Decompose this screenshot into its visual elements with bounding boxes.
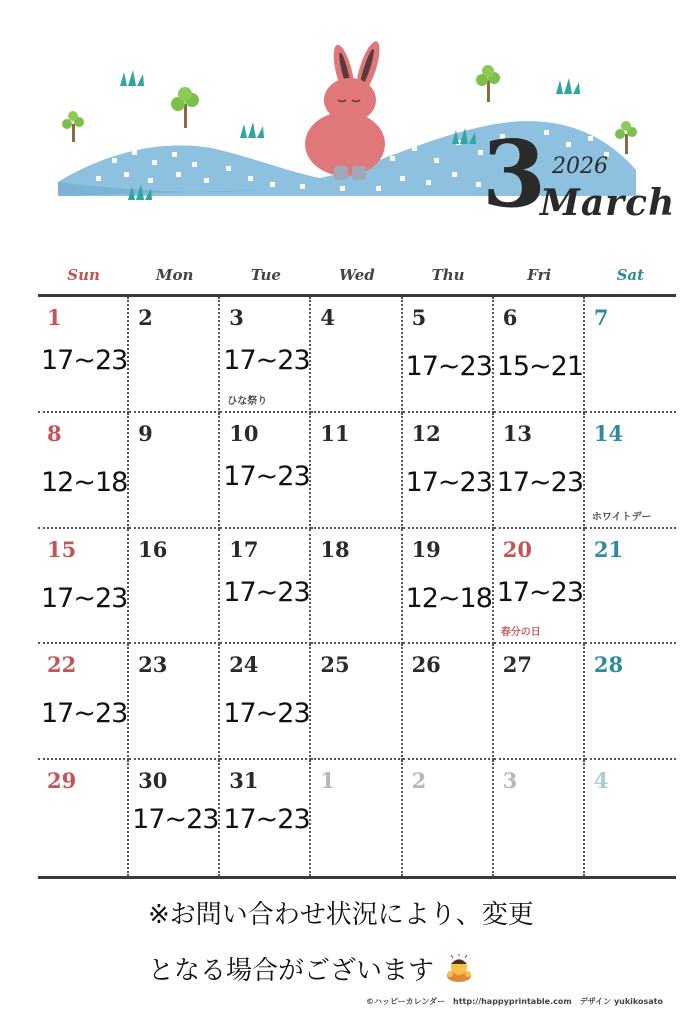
day-number: 7 bbox=[593, 305, 609, 330]
hours-label: 17~23 bbox=[223, 345, 310, 376]
calendar-cell bbox=[38, 413, 129, 529]
day-number: 3 bbox=[229, 305, 244, 330]
year-label: 2026 bbox=[552, 154, 608, 179]
weekday-sat: Sat bbox=[616, 266, 645, 284]
rabbit-icon bbox=[305, 39, 385, 180]
calendar-cell bbox=[38, 644, 129, 760]
calendar-cell bbox=[220, 529, 311, 645]
day-number: 26 bbox=[411, 652, 441, 678]
day-number: 4 bbox=[320, 305, 336, 330]
calendar-cell bbox=[585, 297, 676, 413]
day-number: 30 bbox=[138, 768, 168, 794]
hours-label: 17~23 bbox=[132, 804, 219, 836]
calendar-cell bbox=[494, 529, 585, 645]
hours-label: 17~23 bbox=[223, 576, 310, 608]
hours-label: 17~23 bbox=[223, 460, 310, 492]
hours-label: 15~21 bbox=[496, 351, 584, 382]
calendar-cell bbox=[494, 760, 585, 876]
calendar-cell bbox=[129, 297, 220, 413]
calendar-cell bbox=[311, 644, 402, 760]
weekday-mon: Mon bbox=[155, 266, 194, 284]
weekday-wed: Wed bbox=[339, 266, 375, 284]
calendar-cell bbox=[129, 529, 220, 645]
day-number: 28 bbox=[593, 652, 624, 678]
calendar-cell bbox=[311, 413, 402, 529]
day-number: 13 bbox=[502, 420, 532, 446]
event-note: ひな祭り bbox=[227, 395, 268, 407]
hours-label: 17~23 bbox=[223, 804, 310, 836]
weekday-header bbox=[38, 266, 676, 292]
calendar-cell bbox=[494, 297, 585, 413]
bowing-person-icon bbox=[444, 954, 474, 989]
calendar-cell bbox=[403, 529, 494, 645]
calendar-cell bbox=[220, 413, 311, 529]
calendar-cell bbox=[585, 413, 676, 529]
day-number: 24 bbox=[229, 652, 259, 678]
calendar-cell bbox=[585, 644, 676, 760]
notice-line-2 bbox=[148, 950, 474, 989]
hours-label: 17~23 bbox=[405, 466, 492, 498]
day-number: 14 bbox=[593, 420, 624, 446]
weekday-tue: Tue bbox=[250, 266, 281, 284]
hours-label: 17~23 bbox=[41, 345, 128, 376]
day-number: 4 bbox=[593, 768, 609, 794]
day-number: 20 bbox=[502, 536, 532, 562]
day-number: 9 bbox=[138, 420, 153, 446]
day-number: 6 bbox=[502, 305, 518, 330]
day-number: 15 bbox=[47, 536, 77, 562]
calendar-cell bbox=[311, 760, 402, 876]
calendar-cell bbox=[403, 297, 494, 413]
calendar-cell bbox=[403, 760, 494, 876]
event-note: ホワイトデー bbox=[591, 511, 652, 523]
calendar-cell bbox=[129, 644, 220, 760]
hours-label: 17~23 bbox=[405, 351, 492, 382]
calendar-cell bbox=[220, 760, 311, 876]
day-number: 3 bbox=[502, 768, 518, 794]
day-number: 11 bbox=[320, 420, 350, 446]
calendar-cell bbox=[494, 644, 585, 760]
calendar-cell bbox=[585, 760, 676, 876]
calendar-cell bbox=[38, 297, 129, 413]
footer-credit: ©ハッピーカレンダー http://happyprintable.com デザイン yukikosato bbox=[366, 997, 663, 1006]
calendar-cell bbox=[585, 529, 676, 645]
month-number: 3 bbox=[482, 120, 545, 228]
day-number: 8 bbox=[47, 420, 62, 446]
calendar-cell bbox=[38, 760, 129, 876]
hours-label: 17~23 bbox=[496, 466, 584, 498]
calendar-cell bbox=[129, 413, 220, 529]
day-number: 23 bbox=[138, 652, 168, 678]
calendar-cell bbox=[129, 760, 220, 876]
day-number: 22 bbox=[47, 652, 77, 678]
calendar-cell bbox=[220, 644, 311, 760]
day-number: 27 bbox=[502, 652, 532, 678]
calendar-cell bbox=[38, 529, 129, 645]
weekday-fri: Fri bbox=[527, 266, 552, 284]
calendar-cell bbox=[220, 297, 311, 413]
day-number: 19 bbox=[411, 536, 441, 562]
day-number: 16 bbox=[138, 536, 168, 562]
calendar-cell bbox=[403, 644, 494, 760]
month-name: March bbox=[540, 182, 676, 224]
day-number: 1 bbox=[47, 305, 62, 330]
hours-label: 12~18 bbox=[41, 466, 128, 498]
calendar-cell bbox=[311, 529, 402, 645]
day-number: 29 bbox=[47, 768, 77, 794]
day-number: 18 bbox=[320, 536, 350, 562]
hours-label: 17~23 bbox=[41, 582, 128, 614]
day-number: 2 bbox=[411, 768, 427, 794]
day-number: 12 bbox=[411, 420, 441, 446]
weekday-thu: Thu bbox=[431, 266, 465, 284]
hours-label: 17~23 bbox=[496, 576, 584, 608]
day-number: 10 bbox=[229, 420, 259, 446]
calendar-grid bbox=[38, 297, 676, 876]
day-number: 25 bbox=[320, 652, 350, 678]
grid-bottom-rule bbox=[38, 876, 676, 879]
event-note: 春分の日 bbox=[500, 627, 541, 639]
notice-line-2-text: となる場合がございます bbox=[148, 956, 435, 986]
day-number: 2 bbox=[138, 305, 153, 330]
day-number: 5 bbox=[411, 305, 427, 330]
weekday-sun: Sun bbox=[67, 266, 100, 284]
hours-label: 17~23 bbox=[223, 698, 310, 730]
calendar-header bbox=[0, 0, 699, 250]
calendar-cell bbox=[311, 297, 402, 413]
hours-label: 12~18 bbox=[405, 582, 492, 614]
day-number: 1 bbox=[320, 768, 336, 794]
notice-line-1: ※お問い合わせ状況により、変更 bbox=[148, 900, 534, 930]
day-number: 31 bbox=[229, 768, 259, 794]
day-number: 17 bbox=[229, 536, 259, 562]
calendar-cell bbox=[494, 413, 585, 529]
day-number: 21 bbox=[593, 536, 624, 562]
calendar-cell bbox=[403, 413, 494, 529]
hours-label: 17~23 bbox=[41, 698, 128, 730]
